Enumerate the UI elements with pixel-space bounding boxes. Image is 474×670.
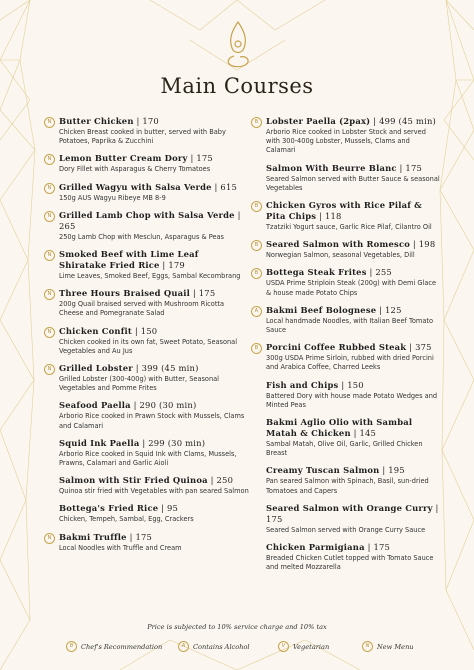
menu-item-title xyxy=(44,210,249,232)
menu-item-price: 175 xyxy=(196,153,213,164)
menu-tag-icon: B xyxy=(251,240,262,251)
menu-item-name: Creamy Tuscan Salmon xyxy=(266,465,380,476)
legend-contains-alcohol xyxy=(178,641,250,652)
menu-item xyxy=(251,239,441,260)
menu-item-title xyxy=(251,342,441,353)
menu-item-description: Arborio Rice cooked in Prawn Stock with Mussels, Clams and Calamari xyxy=(59,412,245,430)
menu-item xyxy=(44,116,249,146)
separator: | xyxy=(406,342,416,353)
menu-item-price: 250 xyxy=(216,475,234,486)
separator: | xyxy=(366,267,376,278)
menu-item-name: Chicken Gyros with Rice Pilaf & Pita Chips xyxy=(266,200,422,222)
separator: | xyxy=(130,400,140,411)
vegetarian-icon: V xyxy=(278,641,289,652)
menu-item-title xyxy=(44,182,249,193)
menu-item-description: Quinoa stir fried with Vegetables with pan seared Salmon xyxy=(59,487,249,496)
menu-item-description: Arborio Rice cooked in Squid Ink with Clams, Mussels, Prawns, Calamari and Garlic Aioli xyxy=(59,449,237,468)
menu-item-title xyxy=(251,542,441,553)
menu-item xyxy=(44,210,249,242)
legend-label: Chef's Recommendation xyxy=(81,642,163,651)
menu-item-description: Breaded Chicken Cutlet topped with Tomato Sauce and melted Mozzarella xyxy=(266,554,434,572)
separator: | xyxy=(159,260,169,271)
menu-item-name: Chicken Parmigiana xyxy=(266,542,365,553)
menu-item-name: Salmon With Beurre Blanc xyxy=(266,162,397,173)
menu-item-price: 170 xyxy=(142,116,159,126)
menu-item-description: Lime Leaves, Smoked Beef, Eggs, Sambal Kecombrang xyxy=(59,272,241,281)
menu-item-price: 150 xyxy=(140,325,158,336)
legend-new-menu xyxy=(362,641,414,652)
separator: | xyxy=(126,531,136,542)
menu-item-price: 195 xyxy=(388,465,405,476)
menu-item-price: 615 xyxy=(220,181,238,192)
menu-item-title xyxy=(44,438,249,449)
chef-recommendation-icon: B xyxy=(66,641,77,652)
menu-item-title xyxy=(44,326,249,337)
separator: | xyxy=(364,542,374,553)
legend-label: Vegetarian xyxy=(293,642,330,651)
restaurant-logo xyxy=(221,20,255,68)
menu-item-price: 150 xyxy=(347,379,364,390)
menu-item-description: Tzatziki Yogurt sauce, Garlic Rice Pilaf, Cilantro Oil xyxy=(266,223,432,232)
menu-item-title xyxy=(44,400,249,411)
menu-item-name: Butter Chicken xyxy=(59,116,134,126)
separator: | xyxy=(379,465,389,476)
menu-item xyxy=(251,465,441,495)
menu-item xyxy=(44,475,249,496)
menu-item-title xyxy=(251,200,441,222)
menu-item-description: 200g Quail braised served with Mushroom Ricotta Cheese and Pomegranate Salad xyxy=(59,300,225,318)
menu-tag-icon: N xyxy=(44,327,55,338)
page-title: Main Courses xyxy=(160,74,314,98)
legend-chef-recommendation xyxy=(66,641,162,652)
menu-item-name: Fish and Chips xyxy=(266,379,339,390)
separator: | xyxy=(187,153,197,164)
separator: | xyxy=(370,116,380,126)
menu-item xyxy=(251,380,441,410)
menu-item-title xyxy=(44,503,249,514)
menu-item-title xyxy=(251,116,441,127)
menu-item-title xyxy=(44,116,249,127)
menu-item-price: 399 (45 min) xyxy=(141,363,199,374)
menu-item xyxy=(44,363,249,393)
menu-item-title xyxy=(251,503,441,525)
menu-item-name: Bakmi Beef Bolognese xyxy=(266,304,377,315)
menu-item-name: Smoked Beef with Lime Leaf Shiratake Fried Rice xyxy=(59,249,199,271)
menu-item-name: Chicken Confit xyxy=(59,325,132,336)
menu-item xyxy=(251,542,441,572)
menu-item-name: Seared Salmon with Romesco xyxy=(266,239,411,250)
menu-item-description: Dory Fillet with Asparagus & Cherry Tomatoes xyxy=(59,165,211,174)
menu-item-description: Seared Salmon served with Orange Curry Sauce xyxy=(266,525,426,534)
menu-item xyxy=(44,438,249,468)
menu-item-title xyxy=(251,465,441,476)
menu-item-price: 175 xyxy=(198,288,216,299)
menu-tag-icon: N xyxy=(44,364,55,375)
separator: | xyxy=(376,304,386,315)
menu-tag-icon: N xyxy=(44,154,55,165)
menu-item-name: Seared Salmon with Orange Curry xyxy=(266,502,433,513)
menu-item-description: Battered Dory with house made Potato Wedges and Minted Peas xyxy=(266,391,438,409)
new-menu-icon: N xyxy=(362,641,373,652)
menu-item-price: 95 xyxy=(167,503,179,514)
legend-vegetarian xyxy=(278,641,329,652)
service-charge-note: Price is subjected to 10% service charge and 10% tax xyxy=(147,623,327,631)
menu-item xyxy=(251,342,441,372)
menu-item-description: Local Noodles with Truffle and Cream xyxy=(59,543,182,552)
menu-item xyxy=(251,267,441,297)
menu-item-description: USDA Prime Striploin Steak (200g) with Demi Glace & house made Potato Chips xyxy=(266,279,437,297)
menu-tag-icon: B xyxy=(251,343,262,354)
separator: | xyxy=(133,116,143,126)
menu-item-title xyxy=(251,305,441,316)
menu-item-name: Grilled Lobster xyxy=(59,363,133,374)
menu-item-name: Bottega's Fried Rice xyxy=(59,503,159,514)
menu-item xyxy=(44,532,249,553)
menu-item-price: 290 (30 min) xyxy=(139,400,197,411)
menu-tag-icon: N xyxy=(44,289,55,300)
menu-item xyxy=(44,400,249,430)
menu-item-description: Chicken Breast cooked in butter, served with Baby Potatoes, Paprika & Zucchini xyxy=(59,128,226,146)
menu-item-description: Arborio Rice cooked in Lobster Stock and served with 300-400g Lobster, Mussels, Clams and Calamari xyxy=(266,128,426,155)
left-menu-column xyxy=(44,116,249,560)
menu-item-price: 175 xyxy=(135,531,153,542)
menu-item-title xyxy=(251,239,441,250)
menu-tag-icon: N xyxy=(44,250,55,261)
menu-item xyxy=(251,503,441,535)
separator: | xyxy=(139,437,149,448)
menu-item xyxy=(44,288,249,318)
menu-item-title xyxy=(44,363,249,374)
menu-item-price: 175 xyxy=(266,513,283,524)
menu-item-description: 150g AUS Wagyu Ribeye MB 8-9 xyxy=(59,193,166,202)
separator: | xyxy=(234,209,241,220)
menu-item-description: 250g Lamb Chop with Mesclun, Asparagus & Peas xyxy=(59,232,224,241)
menu-tag-icon: B xyxy=(251,268,262,279)
menu-item-title xyxy=(44,288,249,299)
menu-item-name: Salmon with Stir Fried Quinoa xyxy=(59,475,208,486)
menu-item xyxy=(251,417,441,458)
menu-item xyxy=(44,153,249,174)
alcohol-icon: A xyxy=(178,641,189,652)
right-menu-column xyxy=(251,116,441,579)
separator: | xyxy=(338,379,348,390)
legend-label: Contains Alcohol xyxy=(193,642,250,651)
menu-item xyxy=(251,116,441,156)
menu-item-name: Bakmi Aglio Olio with Sambal Matah & Chicken xyxy=(266,417,413,439)
menu-item xyxy=(44,503,249,524)
separator: | xyxy=(410,239,419,250)
menu-item-name: Bakmi Truffle xyxy=(59,531,127,542)
menu-item-price: 299 (30 min) xyxy=(148,437,206,448)
menu-item-name: Grilled Lamb Chop with Salsa Verde xyxy=(59,209,235,220)
menu-item-title xyxy=(251,417,441,439)
menu-item xyxy=(44,326,249,356)
menu-item-description: Local handmade Noodles, with Italian Beef Tomato Sauce xyxy=(266,316,433,335)
menu-item-price: 179 xyxy=(168,260,185,271)
menu-item-name: Seafood Paella xyxy=(59,400,131,411)
menu-item-price: 255 xyxy=(375,267,392,278)
menu-item-name: Bottega Steak Frites xyxy=(266,267,367,278)
menu-item-name: Grilled Wagyu with Salsa Verde xyxy=(59,181,212,192)
menu-item-name: Lobster Paella (2pax) xyxy=(266,116,371,126)
menu-item-price: 375 xyxy=(415,342,432,353)
menu-item xyxy=(44,249,249,281)
separator: | xyxy=(316,211,325,222)
menu-tag-icon: N xyxy=(44,211,55,222)
menu-item-description: Seared Salmon served with Butter Sauce & seasonal Vegetables xyxy=(266,174,440,192)
menu-item xyxy=(251,200,441,232)
menu-item-name: Three Hours Braised Quail xyxy=(59,288,191,299)
menu-tag-icon: A xyxy=(251,306,262,317)
menu-item-description: Pan seared Salmon with Spinach, Basil, sun-dried Tomatoes and Capers xyxy=(266,477,429,495)
menu-item-price: 175 xyxy=(373,542,391,553)
menu-item-price: 265 xyxy=(59,220,76,231)
menu-item-description: Grilled Lobster (300-400g) with Butter, Seasonal Vegetables and Pomme Frites xyxy=(59,375,220,393)
separator: | xyxy=(207,475,217,486)
menu-item xyxy=(44,182,249,203)
menu-item-price: 198 xyxy=(418,239,436,250)
menu-item-name: Lemon Butter Cream Dory xyxy=(59,153,188,164)
menu-item-name: Squid Ink Paella xyxy=(59,437,140,448)
menu-tag-icon: B xyxy=(251,117,262,128)
menu-item-description: Chicken cooked in its own fat, Sweet Potato, Seasonal Vegetables and Au Jus xyxy=(59,337,238,355)
separator: | xyxy=(158,503,168,514)
legend-label: New Menu xyxy=(377,642,414,651)
menu-item-name: Porcini Coffee Rubbed Steak xyxy=(266,342,407,353)
menu-item-title xyxy=(251,163,441,174)
menu-item xyxy=(251,305,441,335)
separator: | xyxy=(132,363,142,374)
menu-item-description: Norwegian Salmon, seasonal Vegetables, Dill xyxy=(266,251,415,260)
separator: | xyxy=(350,428,360,439)
menu-item-price: 175 xyxy=(405,162,423,173)
separator: | xyxy=(131,325,141,336)
separator: | xyxy=(211,181,221,192)
menu-item-description: 300g USDA Prime Sirloin, rubbed with dried Porcini and Arabica Coffee, Charred Leeks xyxy=(266,354,434,372)
menu-item-price: 499 (45 min) xyxy=(379,116,437,126)
menu-item-title xyxy=(251,380,441,391)
menu-tag-icon: N xyxy=(44,117,55,128)
menu-item-title xyxy=(44,475,249,486)
menu-item-title xyxy=(44,249,249,271)
menu-item-description: Sambal Matah, Olive Oil, Garlic, Grilled Chicken Breast xyxy=(266,440,423,458)
menu-item-title xyxy=(44,532,249,543)
menu-item xyxy=(251,163,441,193)
menu-item-description: Chicken, Tempeh, Sambal, Egg, Crackers xyxy=(59,515,194,524)
menu-item-price: 125 xyxy=(385,304,402,315)
menu-item-price: 118 xyxy=(324,211,342,222)
menu-tag-icon: B xyxy=(251,201,262,212)
separator: | xyxy=(396,162,406,173)
separator: | xyxy=(432,502,439,513)
menu-tag-icon: N xyxy=(44,533,55,544)
menu-tag-icon: N xyxy=(44,183,55,194)
menu-item-price: 145 xyxy=(359,428,377,439)
separator: | xyxy=(190,288,199,299)
menu-item-title xyxy=(251,267,441,278)
menu-item-title xyxy=(44,153,249,164)
